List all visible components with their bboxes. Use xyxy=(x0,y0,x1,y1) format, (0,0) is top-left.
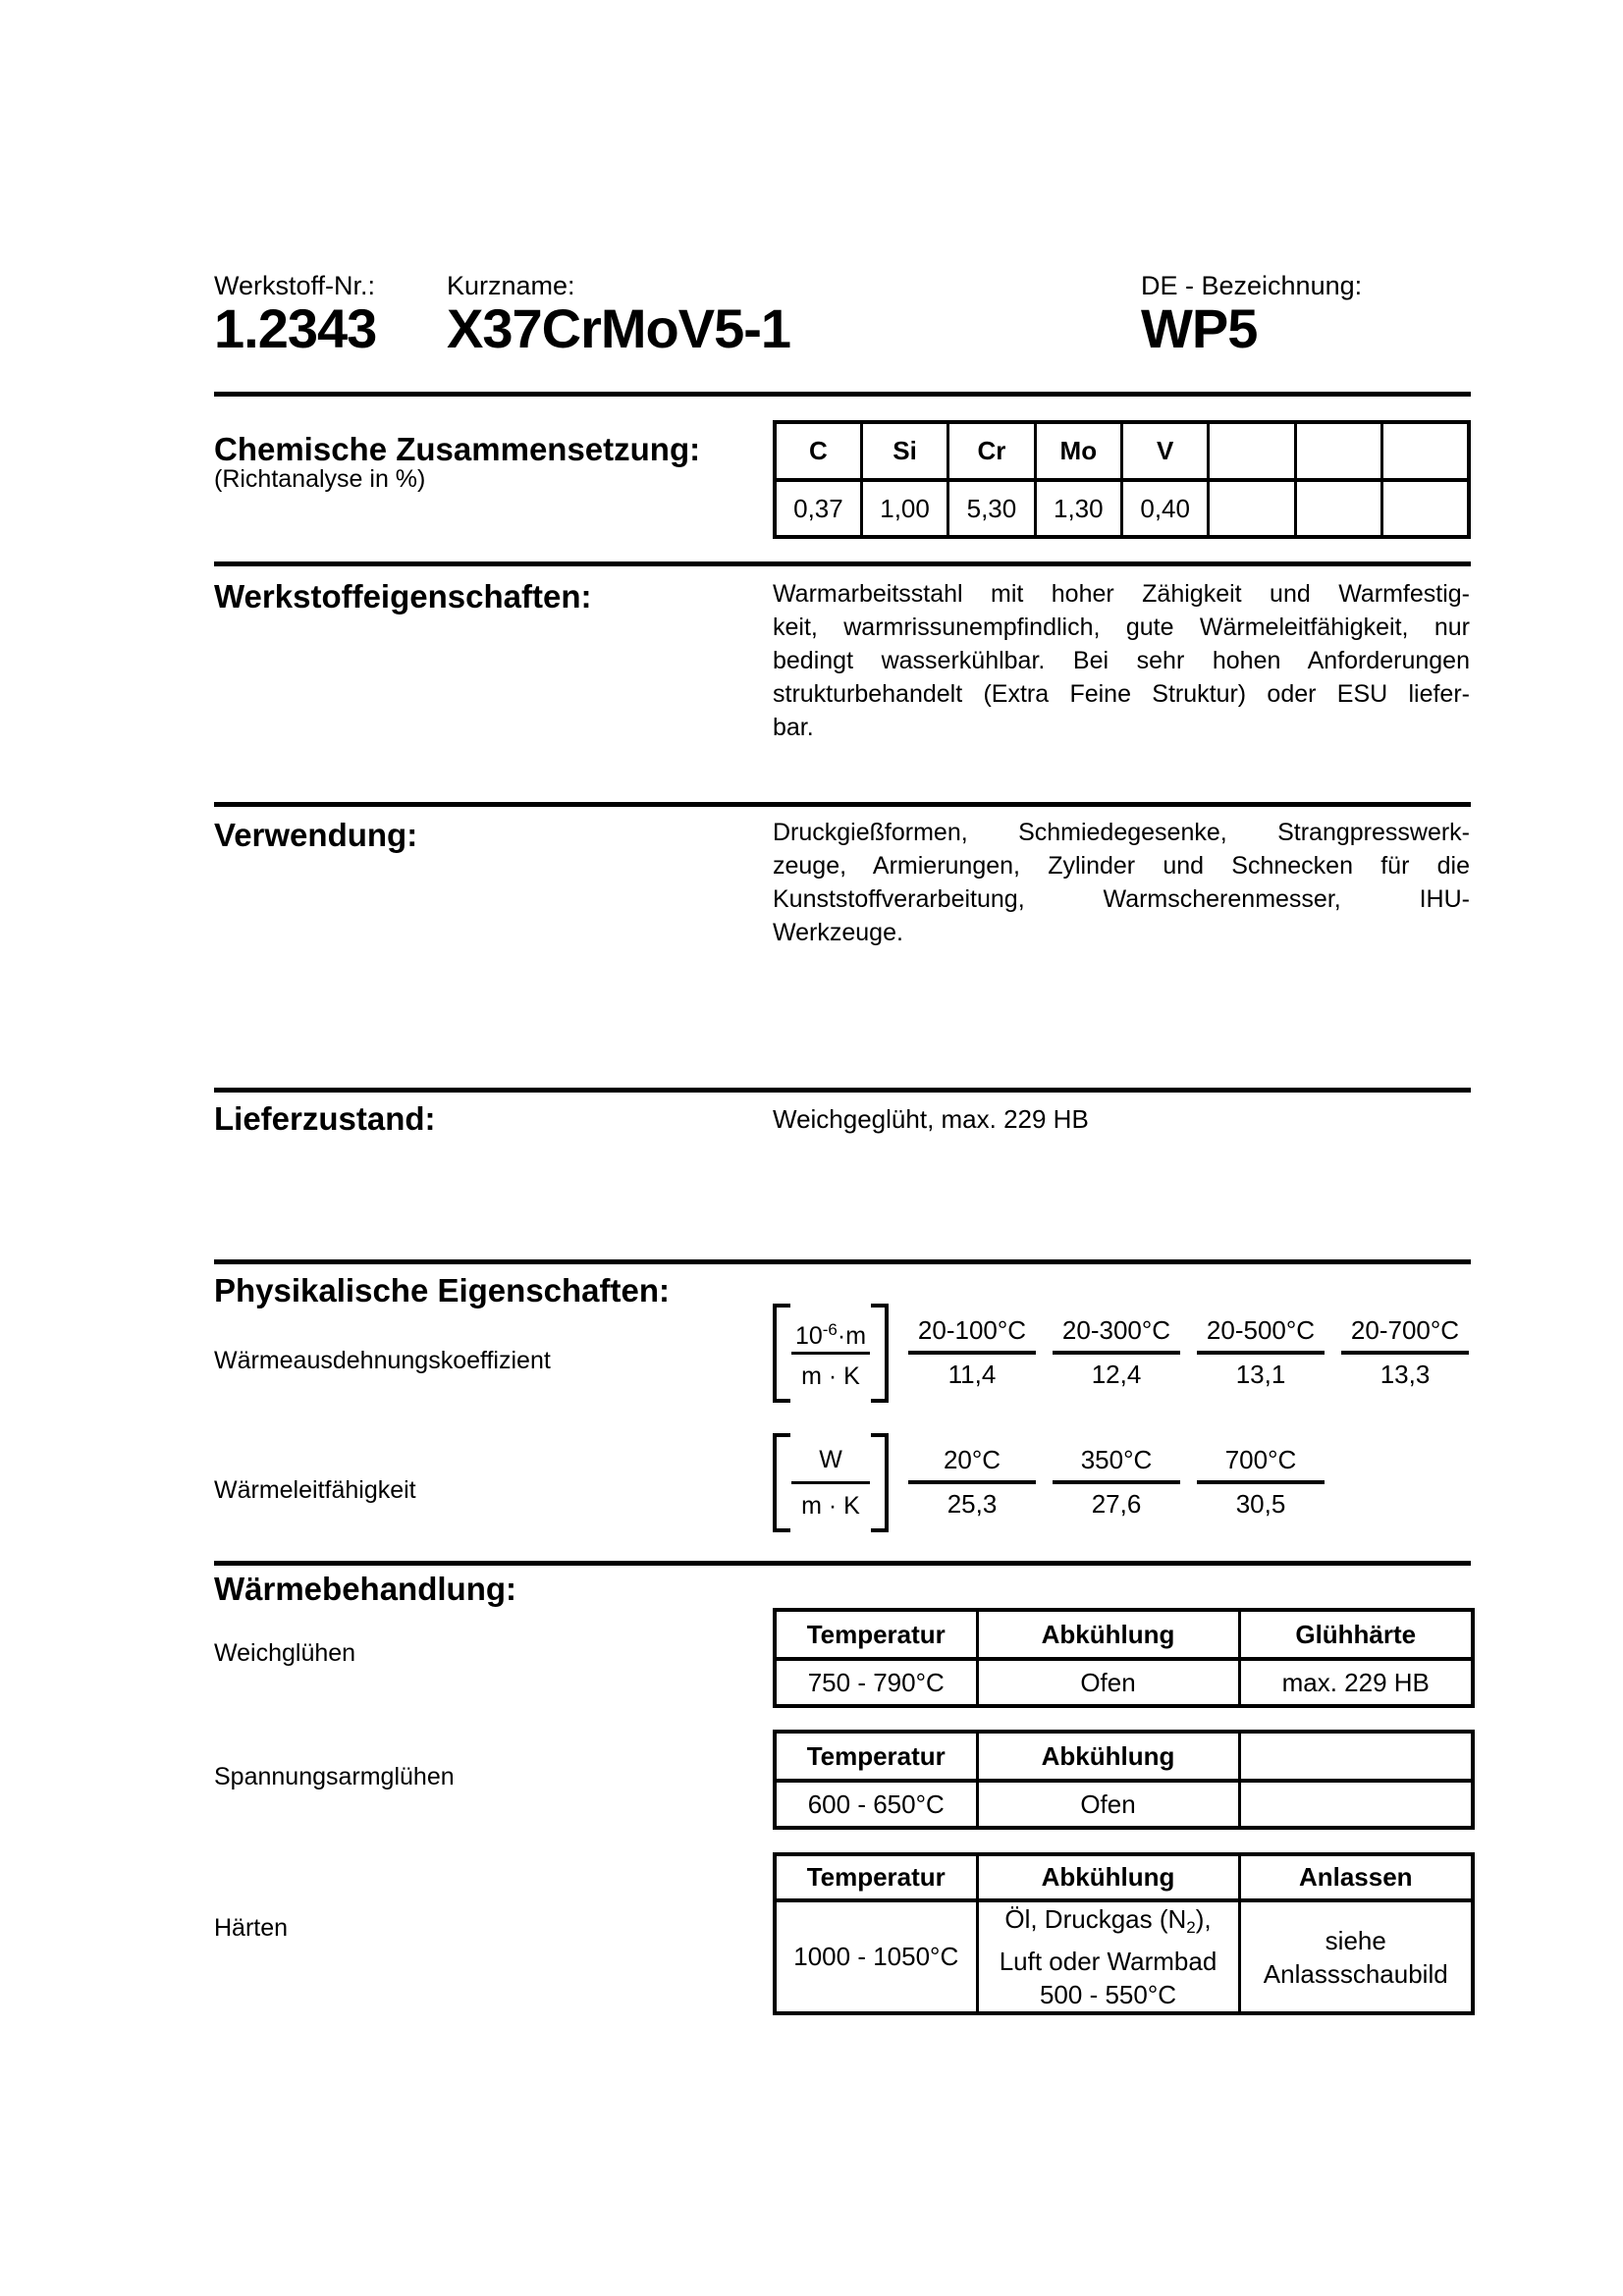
delivery-heading: Lieferzustand: xyxy=(214,1100,436,1137)
delivery-value: Weichgeglüht, max. 229 HB xyxy=(773,1104,1089,1134)
conductivity-label: Wärmeleitfähigkeit xyxy=(214,1476,416,1504)
abkuehlung-header: Abkühlung xyxy=(977,1610,1239,1659)
expansion-column xyxy=(1053,1304,1180,1391)
column-underline xyxy=(1341,1351,1469,1355)
hardening-table xyxy=(773,1852,1475,2015)
cooling-line: 500 - 550°C xyxy=(1039,1980,1177,2009)
conductivity-column xyxy=(1197,1433,1325,1521)
empty-value xyxy=(1239,1781,1473,1828)
chem-header-cell xyxy=(1295,422,1381,480)
temp-header: 20-700°C xyxy=(1350,1315,1460,1345)
expansion-unit-numerator: $10^{-6}\cdot m$ xyxy=(794,1320,867,1350)
temp-value: 30,5 xyxy=(1235,1489,1286,1519)
chem-header-row xyxy=(775,422,1469,480)
section-divider xyxy=(214,392,1471,397)
paragraph-line: bar. xyxy=(773,714,814,741)
properties-heading: Werkstoffeigenschaften: xyxy=(214,578,592,614)
section-divider xyxy=(214,802,1471,807)
expansion-column xyxy=(908,1304,1036,1391)
conductivity-row xyxy=(773,1433,1341,1532)
table-header-row xyxy=(775,1854,1473,1900)
anlassen-header: Anlassen xyxy=(1239,1854,1473,1900)
temp-value: 12,4 xyxy=(1091,1360,1142,1389)
column-underline xyxy=(1053,1480,1180,1484)
temp-value: 13,3 xyxy=(1380,1360,1431,1389)
expansion-label: Wärmeausdehnungskoeffizient xyxy=(214,1347,551,1374)
column-underline xyxy=(908,1480,1036,1484)
section-divider xyxy=(214,1259,1471,1264)
werkstoff-nr-label: Werkstoff-Nr.: xyxy=(214,271,376,300)
column-underline xyxy=(1197,1351,1325,1355)
expansion-unit-bracket xyxy=(773,1304,889,1403)
temperatur-value: 1000 - 1050°C xyxy=(775,1900,977,2013)
abkuehlung-header: Abkühlung xyxy=(977,1854,1239,1900)
abkuehlung-value: Ofen xyxy=(977,1781,1239,1828)
chem-header-cell: C xyxy=(775,422,861,480)
temp-header: 20-300°C xyxy=(1061,1315,1171,1345)
column-underline xyxy=(1197,1480,1325,1484)
fraction-bar xyxy=(791,1352,870,1355)
fraction-bar xyxy=(791,1481,870,1484)
abkuehlung-value: Ofen xyxy=(977,1659,1239,1706)
de-bezeichnung-label: DE - Bezeichnung: xyxy=(1141,271,1363,300)
table-header-row xyxy=(775,1732,1473,1781)
column-underline xyxy=(1053,1351,1180,1355)
column-underline xyxy=(908,1351,1036,1355)
empty-header xyxy=(1239,1732,1473,1781)
expansion-column xyxy=(1197,1304,1325,1391)
paragraph-line: bedingt wasserkühlbar. Bei sehr hohen Anforderungen xyxy=(773,647,1470,674)
soft-annealing-label: Weichglühen xyxy=(214,1639,356,1667)
anlassen-value xyxy=(1239,1900,1473,2013)
paragraph-line: zeuge, Armierungen, Zylinder und Schnecken für die xyxy=(773,852,1470,880)
chem-header-cell: Mo xyxy=(1035,422,1121,480)
conductivity-unit-bracket xyxy=(773,1433,889,1532)
chem-value-cell xyxy=(1382,480,1469,537)
gluehhaerte-value: max. 229 HB xyxy=(1239,1659,1473,1706)
temp-value: 11,4 xyxy=(947,1360,997,1389)
usage-heading: Verwendung: xyxy=(214,817,418,853)
temp-header: 350°C xyxy=(1080,1445,1153,1474)
chem-value-cell: 5,30 xyxy=(948,480,1035,537)
temperatur-value: 600 - 650°C xyxy=(775,1781,977,1828)
paragraph-line: Druckgießformen, Schmiedegesenke, Strangpresswerk- xyxy=(773,819,1470,846)
chem-header-cell xyxy=(1209,422,1295,480)
treatment-heading: Wärmebehandlung: xyxy=(214,1571,517,1607)
chem-value-cell: 1,00 xyxy=(861,480,947,537)
paragraph-line: Werkzeuge. xyxy=(773,919,903,946)
tempering-line: siehe xyxy=(1325,1925,1386,1955)
chem-value-row xyxy=(775,480,1469,537)
temp-value: 25,3 xyxy=(947,1489,998,1519)
temperatur-header: Temperatur xyxy=(775,1732,977,1781)
paragraph-line: Kunststoffverarbeitung, Warmscherenmesser, IHU- xyxy=(773,885,1470,913)
chem-value-cell: 0,37 xyxy=(775,480,861,537)
paragraph-line: keit, warmrissunempfindlich, gute Wärmeleitfähigkeit, nur xyxy=(773,614,1470,641)
expansion-unit-denominator: m · K xyxy=(801,1362,860,1390)
section-divider xyxy=(214,1561,1471,1566)
stress-relief-table xyxy=(773,1730,1475,1830)
abkuehlung-value xyxy=(977,1900,1239,2013)
temperatur-header: Temperatur xyxy=(775,1610,977,1659)
werkstoff-nr-value: 1.2343 xyxy=(214,297,377,359)
soft-annealing-table xyxy=(773,1608,1475,1708)
abkuehlung-header: Abkühlung xyxy=(977,1732,1239,1781)
table-value-row xyxy=(775,1659,1473,1706)
paragraph-line: strukturbehandelt (Extra Feine Struktur) oder ESU liefer- xyxy=(773,680,1470,708)
temperatur-header: Temperatur xyxy=(775,1854,977,1900)
expansion-column xyxy=(1341,1304,1469,1391)
tempering-line: Anlassschaubild xyxy=(1263,1958,1448,1989)
table-header-row xyxy=(775,1610,1473,1659)
temp-value: 13,1 xyxy=(1235,1360,1286,1389)
chem-header-cell xyxy=(1382,422,1469,480)
kurzname-value: X37CrMoV5-1 xyxy=(447,297,791,359)
usage-paragraph xyxy=(773,816,1470,949)
conductivity-column xyxy=(1053,1433,1180,1521)
temperatur-value: 750 - 790°C xyxy=(775,1659,977,1706)
chem-header-cell: V xyxy=(1122,422,1209,480)
hardening-label: Härten xyxy=(214,1914,289,1942)
conductivity-unit-denominator: m · K xyxy=(801,1492,860,1520)
chem-value-cell xyxy=(1295,480,1381,537)
conductivity-unit-numerator: W xyxy=(819,1446,842,1473)
temp-header: 20-500°C xyxy=(1206,1315,1316,1345)
de-bezeichnung-value: WP5 xyxy=(1141,297,1258,359)
table-value-row xyxy=(775,1781,1473,1828)
chem-header-cell: Si xyxy=(861,422,947,480)
temp-header: 700°C xyxy=(1224,1445,1297,1474)
temp-value: 27,6 xyxy=(1091,1489,1142,1519)
physical-heading: Physikalische Eigenschaften: xyxy=(214,1272,671,1308)
conductivity-column xyxy=(908,1433,1036,1521)
chem-value-cell xyxy=(1209,480,1295,537)
stress-relief-label: Spannungsarmglühen xyxy=(214,1763,455,1790)
chem-table xyxy=(773,420,1471,539)
cooling-line: Luft oder Warmbad xyxy=(999,1947,1217,1976)
temp-header: 20°C xyxy=(943,1445,1001,1474)
gluehhaerte-header: Glühhärte xyxy=(1239,1610,1473,1659)
paragraph-line: Warmarbeitsstahl mit hoher Zähigkeit und Warmfestig- xyxy=(773,580,1470,608)
properties-paragraph xyxy=(773,577,1470,744)
chem-section-heading: Chemische Zusammensetzung: xyxy=(214,431,701,467)
kurzname-label: Kurzname: xyxy=(447,271,575,300)
temp-header: 20-100°C xyxy=(917,1315,1027,1345)
chem-value-cell: 0,40 xyxy=(1122,480,1209,537)
expansion-row xyxy=(773,1304,1486,1403)
section-divider xyxy=(214,561,1471,566)
chem-value-cell: 1,30 xyxy=(1035,480,1121,537)
cooling-line: Öl, Druckgas $(N_2)$, xyxy=(1004,1904,1212,1937)
table-value-row xyxy=(775,1900,1473,2013)
chem-subheading: (Richtanalyse in %) xyxy=(214,465,426,493)
chem-header-cell: Cr xyxy=(948,422,1035,480)
section-divider xyxy=(214,1088,1471,1093)
